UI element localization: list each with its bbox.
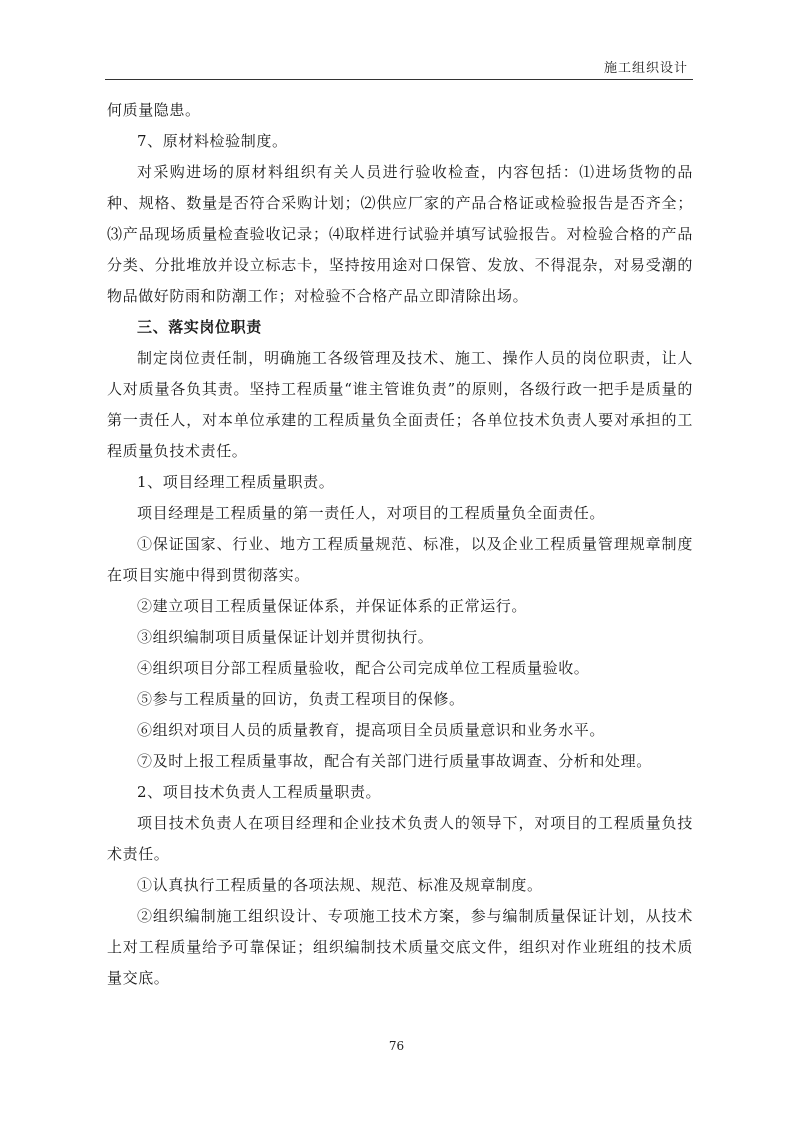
body-paragraph: 2、项目技术负责人工程质量职责。 — [137, 783, 382, 801]
body-paragraph: ⑥组织对项目人员的质量教育，提高项目全员质量意识和业务水平。 — [137, 721, 606, 739]
body-paragraph: ①保证国家、行业、地方工程质量规范、标准，以及企业工程质量管理规章制度在项目实施中得到贯彻落实。 — [107, 535, 693, 584]
body-paragraph: 1、项目经理工程质量职责。 — [137, 473, 335, 491]
header-divider — [105, 79, 693, 80]
body-paragraph: 对采购进场的原材料组织有关人员进行验收检查，内容包括：⑴进场货物的品种、规格、数量是否符合采购计划；⑵供应厂家的产品合格证或检验报告是否齐全；⑶产品现场质量检查验收记录；⑷取样进行试验并填写试验报告。对检验合格的产品分类、分批堆放并设立标志卡，坚持按用途对口保管、发放、不得混杂，对易受潮的物品做好防雨和防潮工作；对检验不合格产品立即清除出场。 — [107, 163, 693, 305]
body-paragraph: ②组织编制施工组织设计、专项施工技术方案，参与编制质量保证计划，从技术上对工程质量给予可靠保证；组织编制技术质量交底文件，组织对作业班组的技术质量交底。 — [107, 907, 693, 987]
page-header-title: 施工组织设计 — [603, 61, 688, 76]
body-paragraph: 制定岗位责任制，明确施工各级管理及技术、施工、操作人员的岗位职责，让人人对质量各负其责。坚持工程质量“谁主管谁负责”的原则，各级行政一把手是质量的第一责任人，对本单位承建的工程质量负全面责任；各单位技术负责人要对承担的工程质量负技术责任。 — [107, 349, 693, 460]
body-paragraph: ⑤参与工程质量的回访，负责工程项目的保修。 — [137, 690, 465, 708]
body-paragraph: ③组织编制项目质量保证计划并贯彻执行。 — [137, 628, 434, 646]
body-paragraph: 项目经理是工程质量的第一责任人，对项目的工程质量负全面责任。 — [137, 504, 606, 522]
page-number: 76 — [388, 1039, 405, 1053]
body-paragraph: 项目技术负责人在项目经理和企业技术负责人的领导下，对项目的工程质量负技术责任。 — [107, 814, 693, 863]
body-paragraph: ①认真执行工程质量的各项法规、规范、标准及规章制度。 — [137, 876, 543, 894]
section-heading: 三、落实岗位职责 — [137, 318, 262, 336]
body-paragraph: ④组织项目分部工程质量验收，配合公司完成单位工程质量验收。 — [137, 659, 590, 677]
body-paragraph: ②建立项目工程质量保证体系，并保证体系的正常运行。 — [137, 597, 528, 615]
body-paragraph: 7、原材料检验制度。 — [137, 132, 288, 150]
body-paragraph: ⑦及时上报工程质量事故，配合有关部门进行质量事故调查、分析和处理。 — [137, 752, 652, 770]
document-body — [107, 95, 693, 994]
body-paragraph: 何质量隐患。 — [107, 101, 201, 119]
